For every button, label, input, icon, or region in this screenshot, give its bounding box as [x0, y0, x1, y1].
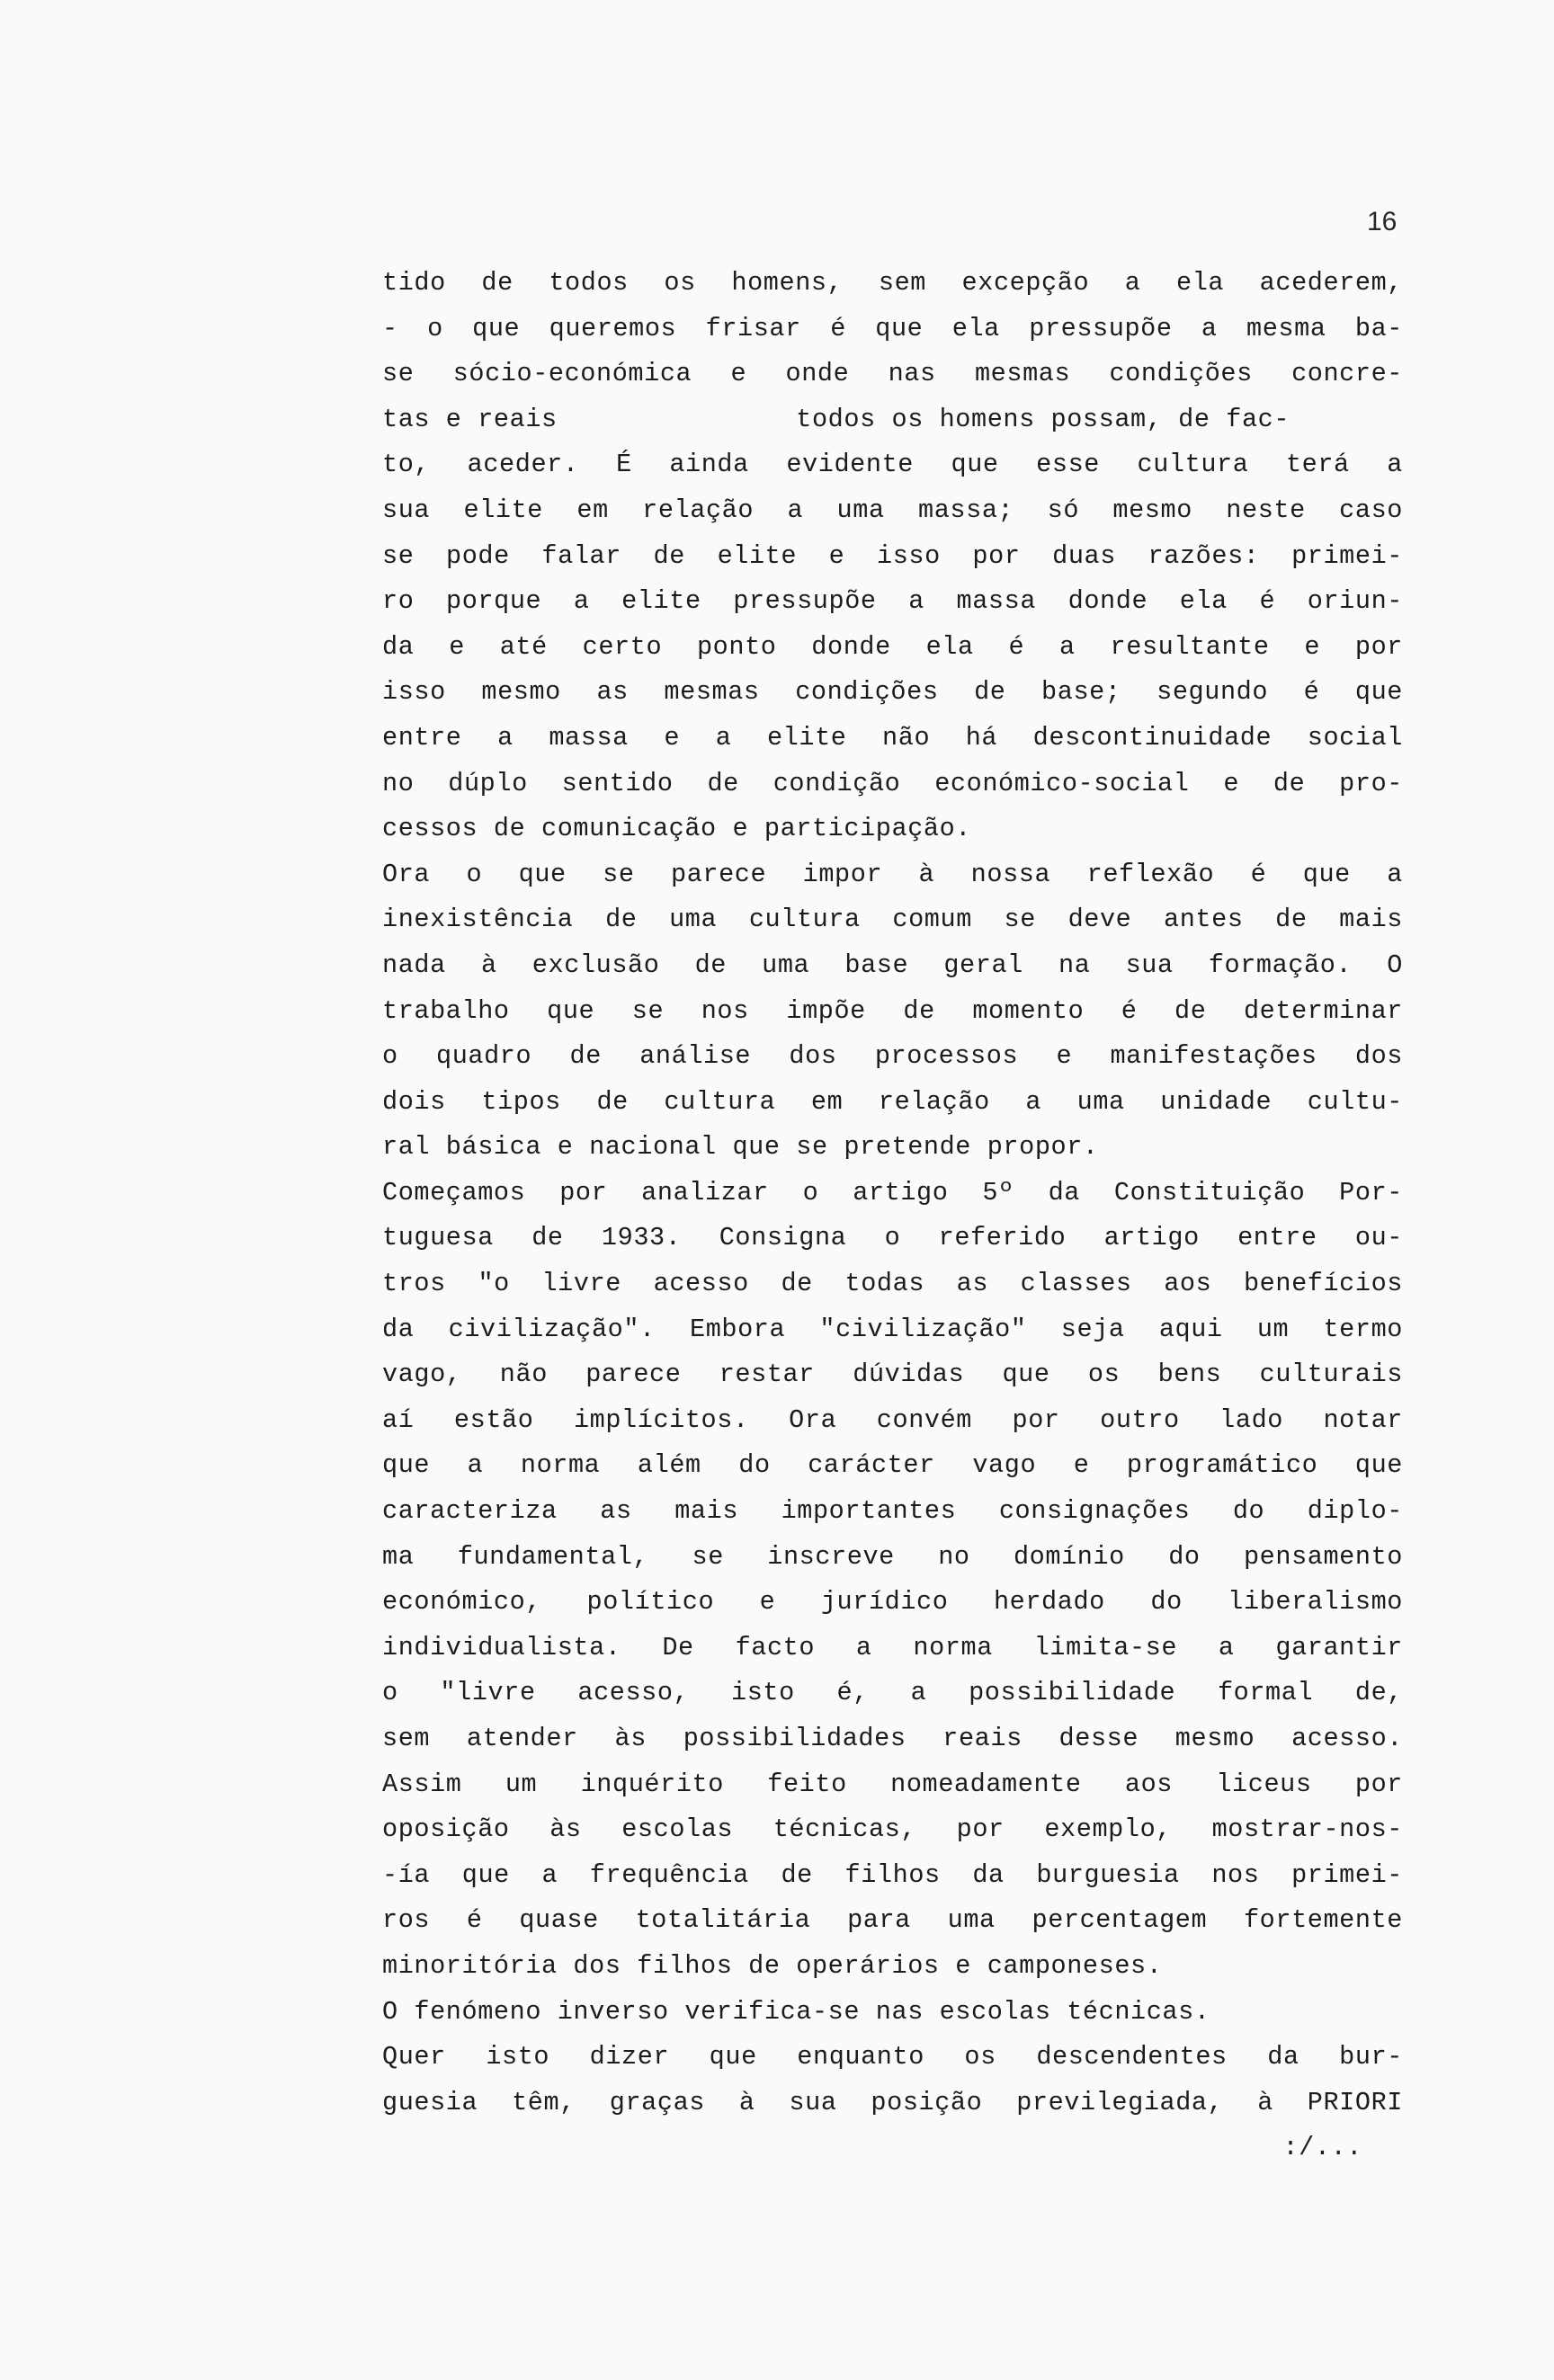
text-line: Começamos por analizar o artigo 5º da Constituição Por-	[382, 1177, 1403, 1208]
text-line: guesia têm, graças à sua posição previlegiada, à PRIORI	[382, 2087, 1403, 2117]
text-line: isso mesmo as mesmas condições de base; segundo é que	[382, 677, 1403, 708]
text-line: - o que queremos frisar é que ela pressupõe a mesma ba-	[382, 313, 1403, 343]
text-line: Ora o que se parece impor à nossa reflexão é que a	[382, 859, 1403, 889]
text-line: trabalho que se nos impõe de momento é de determinar	[382, 995, 1403, 1026]
text-line: sem atender às possibilidades reais desse mesmo acesso.	[382, 1724, 1403, 1753]
text-line: da civilização". Embora "civilização" seja aqui um termo	[382, 1314, 1403, 1344]
page-number: 16	[1367, 207, 1398, 236]
text-line: tros "o livre acesso de todas as classes aos benefícios	[382, 1269, 1403, 1299]
continuation-mark: :/...	[1282, 2133, 1362, 2163]
text-line: tido de todos os homens, sem excepção a ela acederem,	[382, 268, 1403, 298]
body-text	[382, 261, 1403, 2171]
text-line: se pode falar de elite e isso por duas razões: primei-	[382, 540, 1403, 571]
text-line: Quer isto dizer que enquanto os descendentes da bur-	[382, 2042, 1403, 2072]
text-line: se sócio-económica e onde nas mesmas condições concre-	[382, 359, 1403, 389]
text-line: ro porque a elite pressupõe a massa donde ela é oriun-	[382, 586, 1403, 617]
text-line: oposição às escolas técnicas, por exemplo, mostrar-nos-	[382, 1814, 1403, 1845]
text-line: entre a massa e a elite não há descontinuidade social	[382, 722, 1403, 753]
text-line: que a norma além do carácter vago e programático que	[382, 1450, 1403, 1481]
text-line: cessos de comunicação e participação.	[382, 814, 972, 844]
text-line: vago, não parece restar dúvidas que os bens culturais	[382, 1359, 1403, 1390]
text-line: tas e reais todos os homens possam, de fac-	[382, 404, 1291, 434]
text-line: individualista. De facto a norma limita-se a garantir	[382, 1632, 1403, 1662]
text-line: minoritória dos filhos de operários e camponeses.	[382, 1950, 1163, 1981]
text-line: no dúplo sentido de condição económico-social e de pro-	[382, 768, 1403, 798]
text-line: Assim um inquérito feito nomeadamente aos liceus por	[382, 1769, 1403, 1799]
text-line: to, aceder. É ainda evidente que esse cultura terá a	[382, 450, 1403, 480]
text-line: ral básica e nacional que se pretende propor.	[382, 1132, 1099, 1163]
text-line: o "livre acesso, isto é, a possibilidade formal de,	[382, 1678, 1403, 1708]
text-line: da e até certo ponto donde ela é a resultante e por	[382, 631, 1403, 662]
text-line: ros é quase totalitária para uma percentagem fortemente	[382, 1905, 1403, 1936]
text-line: -ía que a frequência de filhos da burguesia nos primei-	[382, 1859, 1403, 1890]
text-line: inexistência de uma cultura comum se deve antes de mais	[382, 905, 1403, 935]
text-line: tuguesa de 1933. Consigna o referido artigo entre ou-	[382, 1223, 1403, 1253]
text-line: dois tipos de cultura em relação a uma unidade cultu-	[382, 1086, 1403, 1117]
text-line: sua elite em relação a uma massa; só mesmo neste caso	[382, 495, 1403, 525]
text-line: o quadro de análise dos processos e manifestações dos	[382, 1041, 1403, 1072]
text-line: nada à exclusão de uma base geral na sua formação. O	[382, 949, 1403, 980]
text-line: económico, político e jurídico herdado do liberalismo	[382, 1587, 1403, 1618]
text-line: O fenómeno inverso verifica-se nas escolas técnicas.	[382, 1996, 1210, 2027]
text-line: aí estão implícitos. Ora convém por outro lado notar	[382, 1404, 1403, 1435]
text-line: caracteriza as mais importantes consignações do diplo-	[382, 1496, 1403, 1527]
text-line: ma fundamental, se inscreve no domínio do pensamento	[382, 1541, 1403, 1572]
